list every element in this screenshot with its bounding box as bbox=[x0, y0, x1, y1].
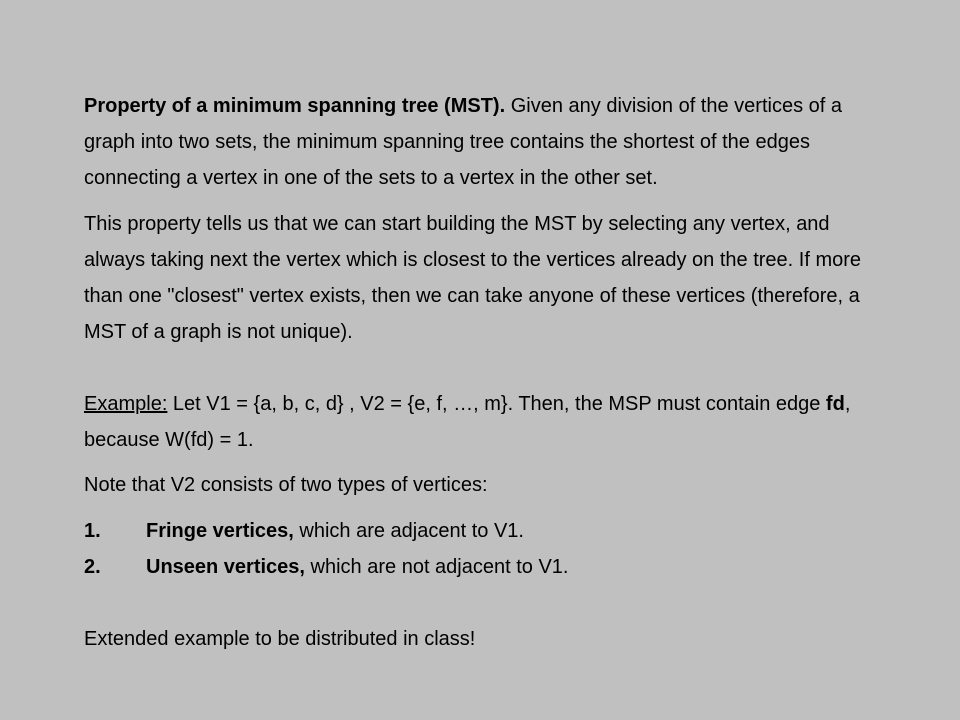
property-text: Given any division of the vertices of a graph into two sets, the minimum spanning tree contains the shortest of the edges connecting a vertex in one of the sets to a vertex in the other set. bbox=[84, 95, 842, 189]
list-desc: which are not adjacent to V1. bbox=[304, 556, 569, 578]
closing-text: Extended example to be distributed in class! bbox=[84, 628, 476, 650]
property-heading: Property of a minimum spanning tree (MST). bbox=[84, 95, 506, 117]
example-text-2: , because W(fd) = 1. bbox=[84, 393, 851, 451]
list-term: Fringe vertices, bbox=[146, 520, 294, 542]
list-item-fringe bbox=[84, 513, 874, 549]
list-item-unseen bbox=[84, 549, 874, 585]
note-paragraph: Note that V2 consists of two types of vertices: bbox=[84, 474, 488, 496]
list-desc: which are adjacent to V1. bbox=[293, 520, 524, 542]
example-text-1: Let V1 = {a, b, c, d} , V2 = {e, f, …, m}. Then, the MSP must contain edge bbox=[167, 393, 826, 415]
mst-explanation-paragraph: This property tells us that we can start building the MST by selecting any vertex, and always taking next the vertex which is closest to the vertices already on the tree. If more than one "closest" vertex exists, then we can take anyone of these vertices (therefore, a MST of a graph is not unique). bbox=[84, 213, 862, 343]
list-entry bbox=[146, 549, 568, 585]
slide-content bbox=[84, 88, 874, 657]
example-paragraph bbox=[84, 386, 874, 458]
list-entry bbox=[146, 513, 524, 549]
example-edge-fd: fd bbox=[825, 393, 845, 415]
list-number: 2. bbox=[84, 556, 101, 578]
list-number: 1. bbox=[84, 520, 101, 542]
property-paragraph bbox=[84, 88, 874, 196]
list-term: Unseen vertices, bbox=[146, 556, 305, 578]
example-label: Example: bbox=[84, 393, 168, 415]
